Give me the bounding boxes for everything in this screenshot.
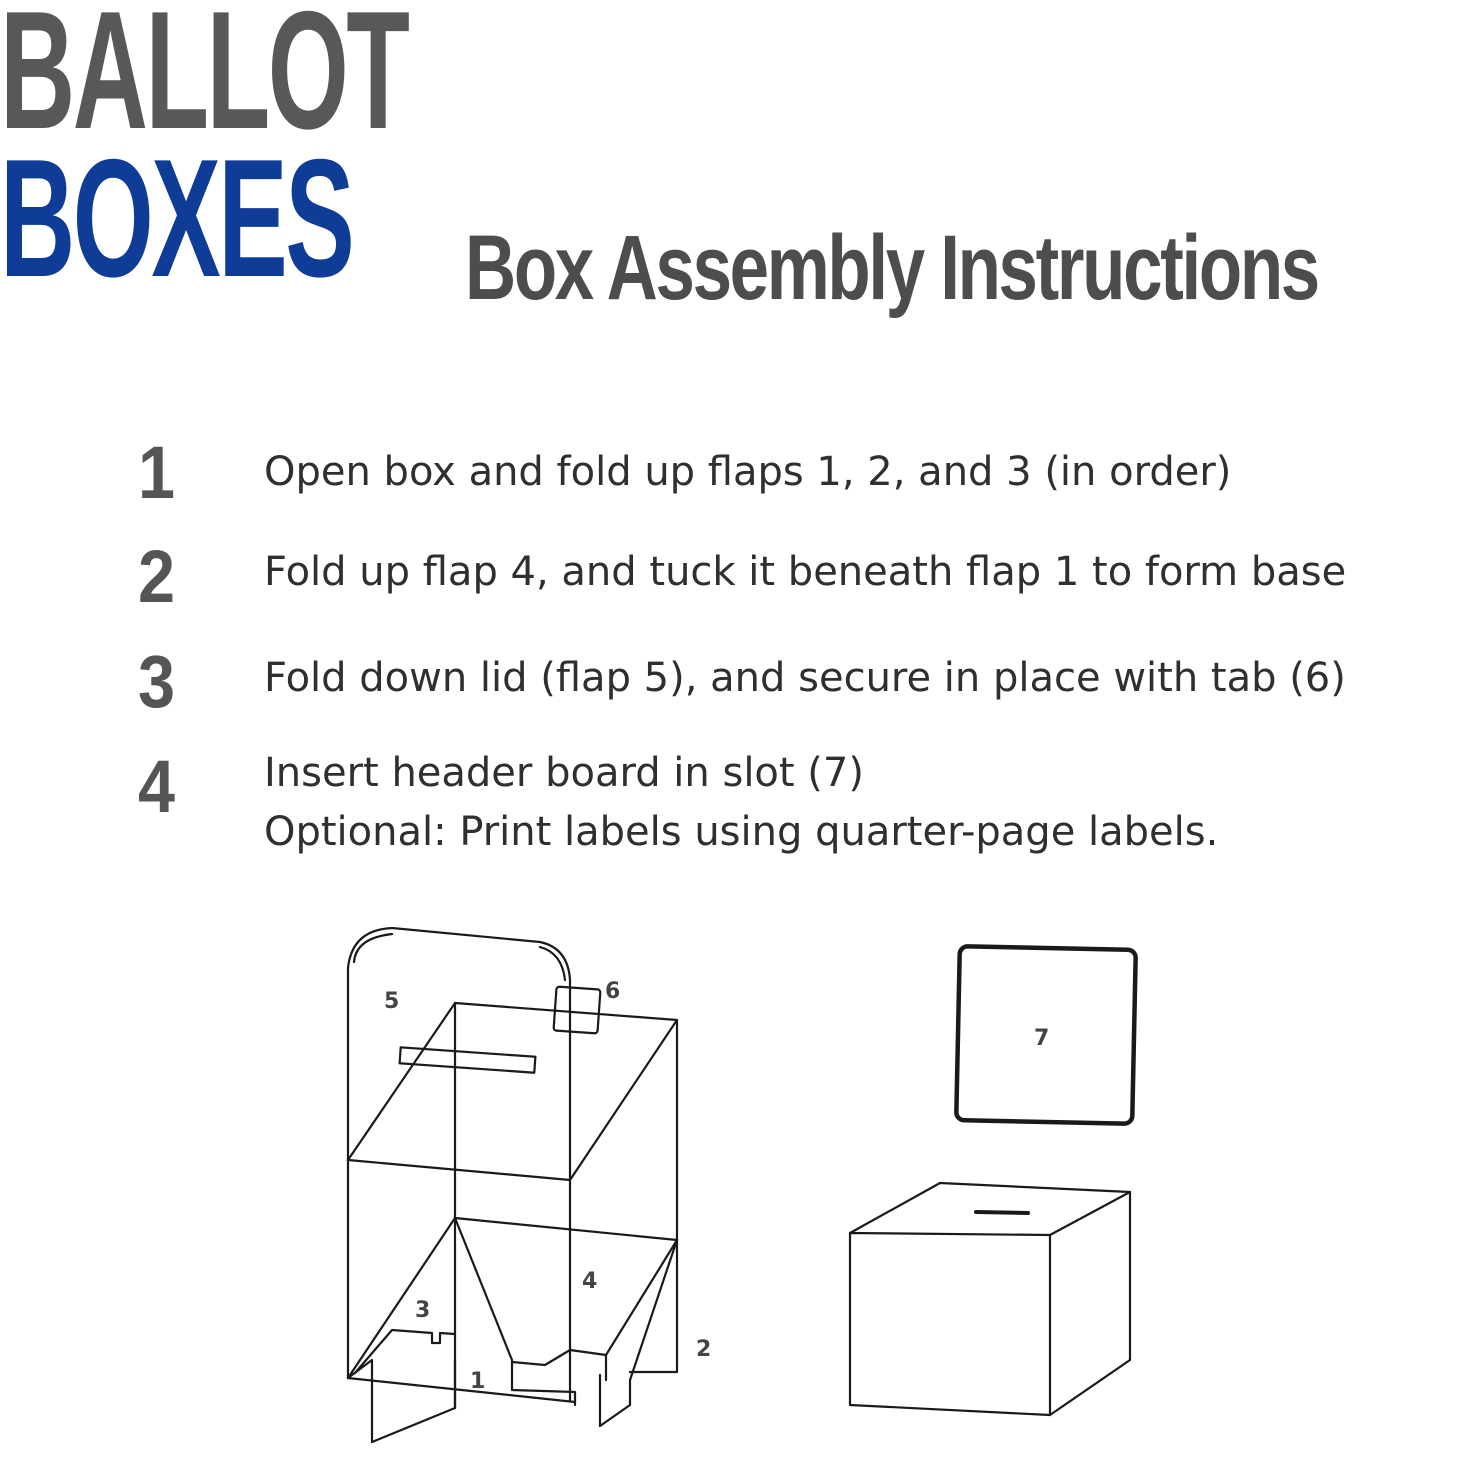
step-3-text: Fold down lid (flap 5), and secure in place with tab (6) [264, 655, 1346, 701]
step-3-number: 3 [138, 640, 176, 723]
step-4-optional-text: Optional: Print labels using quarter-page labels. [264, 809, 1219, 855]
logo-ballot: BALLOT [0, 0, 408, 164]
assembled-box-drawing [850, 1183, 1130, 1415]
step-2-number: 2 [138, 535, 176, 618]
flap-2-label: 2 [696, 1337, 712, 1362]
step-1-text: Open box and fold up flaps 1, 2, and 3 (in order) [264, 449, 1232, 495]
flap-3-label: 3 [415, 1298, 431, 1323]
logo-boxes: BOXES [0, 124, 353, 312]
step-1-number: 1 [138, 431, 176, 514]
header-board-7-label: 7 [1034, 1026, 1050, 1051]
tab-6-label: 6 [605, 979, 621, 1004]
flap-1-label: 1 [470, 1369, 486, 1394]
step-2-text: Fold up flap 4, and tuck it beneath flap 1 to form base [264, 549, 1347, 595]
page-title: Box Assembly Instructions [465, 217, 1318, 319]
flap-4-label: 4 [582, 1269, 598, 1294]
flap-5-label: 5 [384, 989, 400, 1014]
step-4-number: 4 [138, 745, 176, 828]
step-4-text: Insert header board in slot (7) [264, 750, 864, 796]
